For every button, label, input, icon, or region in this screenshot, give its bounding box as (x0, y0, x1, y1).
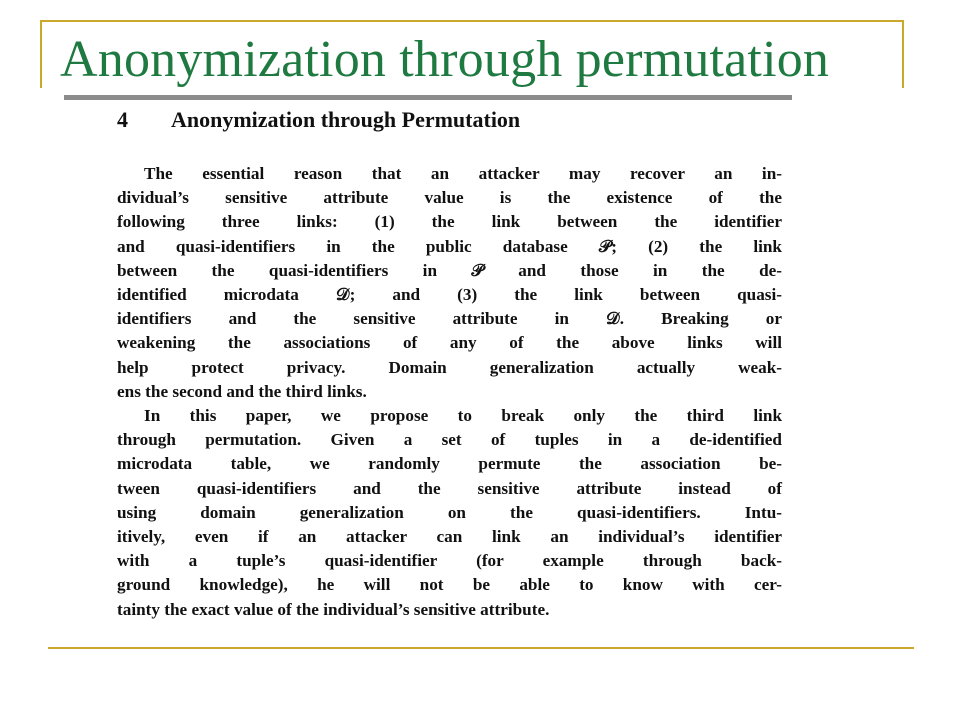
paragraph-line: and quasi-identifiers in the public database 𝒫; (2) the link (117, 236, 782, 256)
paragraph-line: help protect privacy. Domain generalization actually weak- (117, 357, 782, 377)
paragraph-line: microdata table, we randomly permute the association be- (117, 454, 782, 474)
paragraph-line: identified microdata 𝒟; and (3) the link between quasi- (117, 285, 782, 305)
frame-top-line (40, 20, 904, 22)
paragraph-2 (117, 404, 782, 622)
paragraph-line: tainty the exact value of the individual’s sensitive attribute. (117, 599, 550, 619)
paragraph-line: using domain generalization on the quasi-identifiers. Intu- (117, 502, 782, 522)
frame-left-line (40, 20, 42, 88)
paragraph-1 (117, 162, 782, 404)
paragraph-line: ens the second and the third links. (117, 381, 367, 401)
title-underline (64, 95, 792, 100)
paragraph-line: through permutation. Given a set of tuples in a de-identified (117, 430, 782, 450)
section-title: Anonymization through Permutation (171, 107, 521, 132)
paragraph-line: ground knowledge), he will not be able to know with cer- (117, 575, 782, 595)
paragraph-line: with a tuple’s quasi-identifier (for example through back- (117, 551, 782, 571)
paragraph-line: weakening the associations of any of the above links will (117, 333, 782, 353)
paragraph-line: dividual’s sensitive attribute value is the existence of the (117, 188, 782, 208)
paragraph-line: The essential reason that an attacker may recover an in- (144, 164, 782, 183)
paper-excerpt (117, 104, 782, 622)
paragraph-line: following three links: (1) the link between the identifier (117, 212, 782, 232)
section-heading (117, 106, 782, 134)
paragraph-line: between the quasi-identifiers in 𝒫 and those in the de- (117, 260, 782, 280)
paragraph-line: In this paper, we propose to break only the third link (144, 406, 782, 426)
frame-right-line (902, 20, 904, 88)
paragraph-line: itively, even if an attacker can link an individual’s identifier (117, 527, 782, 547)
paragraph-line: tween quasi-identifiers and the sensitive attribute instead of (117, 478, 782, 498)
section-number: 4 (117, 107, 128, 132)
paragraph-line: identifiers and the sensitive attribute in 𝒟. Breaking or (117, 309, 782, 329)
frame-bottom-line (48, 647, 914, 649)
slide-title: Anonymization through permutation (60, 31, 830, 88)
